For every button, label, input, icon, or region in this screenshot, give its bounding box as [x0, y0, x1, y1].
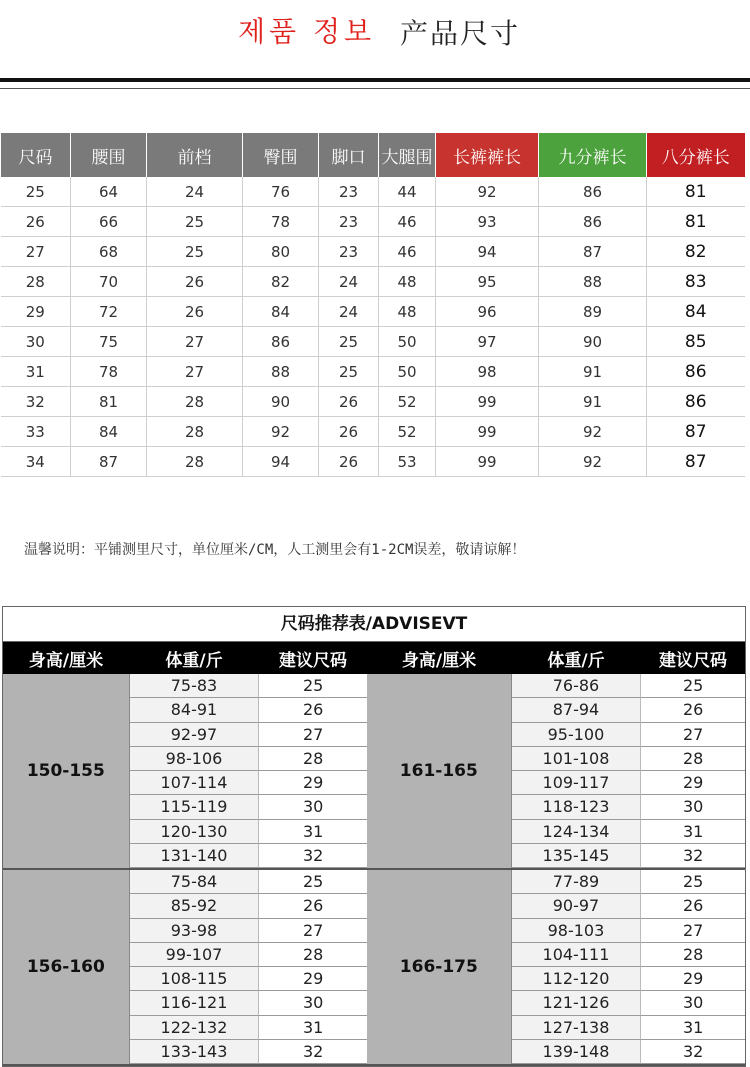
weight-range-cell: 108-115 — [130, 967, 260, 991]
size-table-cell: 26 — [147, 297, 243, 327]
size-table-cell: 28 — [147, 417, 243, 447]
size-table-cell: 26 — [319, 417, 379, 447]
page-header — [0, 0, 750, 80]
header-full-length: 长裤裤长 — [436, 133, 539, 177]
size-table-cell: 68 — [71, 237, 147, 267]
size-table-cell: 96 — [436, 297, 539, 327]
size-table-cell: 82 — [647, 237, 745, 267]
weight-range-cell: 120-130 — [130, 820, 260, 844]
size-table-cell: 99 — [436, 447, 539, 477]
recommendation-block — [3, 674, 745, 870]
size-table-cell: 92 — [539, 447, 647, 477]
size-table-cell: 50 — [379, 357, 436, 387]
size-table-cell: 25 — [147, 207, 243, 237]
size-table-cell: 26 — [319, 387, 379, 417]
suggested-size-cell: 28 — [259, 943, 367, 967]
size-table-cell: 46 — [379, 237, 436, 267]
height-range-left: 156-160 — [3, 870, 130, 1064]
size-table-cell: 33 — [1, 417, 71, 447]
size-table-cell: 23 — [319, 237, 379, 267]
size-table-cell: 31 — [1, 357, 71, 387]
size-table-cell: 25 — [1, 177, 71, 207]
header-size-left: 建议尺码 — [279, 650, 347, 671]
suggested-size-cell: 29 — [259, 967, 367, 991]
size-table-cell: 88 — [243, 357, 319, 387]
size-table-cell: 86 — [539, 207, 647, 237]
size-column-right — [641, 674, 745, 868]
weight-column-left — [130, 870, 260, 1064]
size-table-cell: 30 — [1, 327, 71, 357]
title-chinese: 产品尺寸 — [400, 17, 521, 50]
size-table-cell: 80 — [243, 237, 319, 267]
size-table-cell: 81 — [71, 387, 147, 417]
size-table-cell: 66 — [71, 207, 147, 237]
size-table-cell: 94 — [243, 447, 319, 477]
size-table-cell: 86 — [647, 387, 745, 417]
size-table-row — [1, 237, 745, 267]
size-table-cell: 28 — [147, 447, 243, 477]
weight-range-cell: 101-108 — [512, 747, 642, 771]
weight-range-cell: 77-89 — [512, 870, 642, 894]
weight-range-cell: 139-148 — [512, 1040, 642, 1064]
size-table-cell: 78 — [71, 357, 147, 387]
suggested-size-cell: 32 — [641, 844, 745, 868]
suggested-size-cell: 25 — [259, 870, 367, 894]
size-table-cell: 27 — [1, 237, 71, 267]
size-table-cell: 32 — [1, 387, 71, 417]
size-table-cell: 84 — [71, 417, 147, 447]
header-weight-left: 体重/斤 — [165, 650, 223, 671]
suggested-size-cell: 31 — [259, 820, 367, 844]
weight-range-cell: 93-98 — [130, 919, 260, 943]
size-table-cell: 90 — [539, 327, 647, 357]
weight-range-cell: 85-92 — [130, 894, 260, 918]
header-hip: 臀围 — [243, 133, 319, 177]
size-table-cell: 53 — [379, 447, 436, 477]
suggested-size-cell: 30 — [259, 795, 367, 819]
size-table-cell: 27 — [147, 327, 243, 357]
size-table-cell: 84 — [647, 297, 745, 327]
weight-column-right — [512, 870, 642, 1064]
weight-range-cell: 99-107 — [130, 943, 260, 967]
suggested-size-cell: 29 — [641, 967, 745, 991]
suggested-size-cell: 27 — [641, 919, 745, 943]
weight-range-cell: 75-84 — [130, 870, 260, 894]
size-table-cell: 87 — [71, 447, 147, 477]
size-table-cell: 24 — [147, 177, 243, 207]
recommendation-title: 尺码推荐表/ADVISEVT — [3, 607, 745, 642]
size-table-cell: 28 — [147, 387, 243, 417]
weight-range-cell: 76-86 — [512, 674, 642, 698]
suggested-size-cell: 28 — [641, 943, 745, 967]
size-table-cell: 84 — [243, 297, 319, 327]
size-table-cell: 27 — [147, 357, 243, 387]
size-table-cell: 90 — [243, 387, 319, 417]
suggested-size-cell: 32 — [259, 1040, 367, 1064]
suggested-size-cell: 26 — [259, 894, 367, 918]
weight-range-cell: 92-97 — [130, 723, 260, 747]
size-table-row — [1, 417, 745, 447]
header-height-right: 身高/厘米 — [401, 650, 477, 671]
suggested-size-cell: 29 — [641, 771, 745, 795]
size-table-cell: 87 — [647, 447, 745, 477]
size-table-row — [1, 297, 745, 327]
size-table-cell: 86 — [647, 357, 745, 387]
size-table-row — [1, 267, 745, 297]
suggested-size-cell: 30 — [641, 795, 745, 819]
size-table-cell: 98 — [436, 357, 539, 387]
size-table-cell: 72 — [71, 297, 147, 327]
weight-range-cell: 127-138 — [512, 1016, 642, 1040]
suggested-size-cell: 26 — [641, 894, 745, 918]
size-table-cell: 88 — [539, 267, 647, 297]
size-table-cell: 81 — [647, 177, 745, 207]
suggested-size-cell: 27 — [259, 723, 367, 747]
weight-range-cell: 90-97 — [512, 894, 642, 918]
header-thigh: 大腿围 — [379, 133, 436, 177]
weight-range-cell: 84-91 — [130, 698, 260, 722]
suggested-size-cell: 30 — [641, 991, 745, 1015]
weight-range-cell: 75-83 — [130, 674, 260, 698]
weight-column-left — [130, 674, 260, 868]
suggested-size-cell: 27 — [259, 919, 367, 943]
size-table-cell: 91 — [539, 357, 647, 387]
size-table-cell: 87 — [647, 417, 745, 447]
size-table-cell: 94 — [436, 237, 539, 267]
size-table-cell: 25 — [147, 237, 243, 267]
size-table-cell: 78 — [243, 207, 319, 237]
size-table-cell: 76 — [243, 177, 319, 207]
size-table-cell: 99 — [436, 417, 539, 447]
weight-range-cell: 87-94 — [512, 698, 642, 722]
weight-range-cell: 122-132 — [130, 1016, 260, 1040]
height-range-right: 161-165 — [367, 674, 512, 868]
size-table-row — [1, 177, 745, 207]
height-range-right: 166-175 — [367, 870, 512, 1064]
size-table-cell: 44 — [379, 177, 436, 207]
size-table-cell: 28 — [1, 267, 71, 297]
size-table-cell: 89 — [539, 297, 647, 327]
size-table-row — [1, 387, 745, 417]
suggested-size-cell: 26 — [641, 698, 745, 722]
header-divider-thin — [0, 88, 750, 89]
size-column-right — [641, 870, 745, 1064]
size-table-cell: 26 — [147, 267, 243, 297]
size-table-cell: 92 — [436, 177, 539, 207]
size-table-cell: 25 — [319, 357, 379, 387]
size-table-cell: 26 — [319, 447, 379, 477]
size-table-cell: 82 — [243, 267, 319, 297]
weight-range-cell: 133-143 — [130, 1040, 260, 1064]
header-eighth-length: 八分裤长 — [647, 133, 745, 177]
recommendation-header-row — [3, 642, 745, 674]
size-table-cell: 29 — [1, 297, 71, 327]
weight-range-cell: 112-120 — [512, 967, 642, 991]
measurement-note: 温馨说明：平铺测里尺寸，单位厘米/CM，人工测里会有1-2CM误差，敬请谅解！ — [24, 542, 526, 558]
header-leg-opening: 脚口 — [319, 133, 379, 177]
size-table-cell: 91 — [539, 387, 647, 417]
suggested-size-cell: 25 — [641, 674, 745, 698]
size-table-cell: 97 — [436, 327, 539, 357]
size-table-cell: 75 — [71, 327, 147, 357]
header-ninth-length: 九分裤长 — [539, 133, 647, 177]
suggested-size-cell: 27 — [641, 723, 745, 747]
size-table-cell: 86 — [243, 327, 319, 357]
header-waist: 腰围 — [71, 133, 147, 177]
weight-range-cell: 121-126 — [512, 991, 642, 1015]
recommendation-block — [3, 870, 745, 1066]
size-table-cell: 92 — [243, 417, 319, 447]
suggested-size-cell: 30 — [259, 991, 367, 1015]
size-table-cell: 86 — [539, 177, 647, 207]
size-table-row — [1, 447, 745, 477]
size-table-cell: 26 — [1, 207, 71, 237]
weight-column-right — [512, 674, 642, 868]
size-table-cell: 85 — [647, 327, 745, 357]
size-table-cell: 48 — [379, 297, 436, 327]
size-table-header-row — [1, 133, 745, 177]
suggested-size-cell: 32 — [641, 1040, 745, 1064]
header-divider-thick — [0, 78, 750, 82]
weight-range-cell: 98-103 — [512, 919, 642, 943]
size-table-cell: 24 — [319, 297, 379, 327]
size-table-cell: 25 — [319, 327, 379, 357]
weight-range-cell: 115-119 — [130, 795, 260, 819]
suggested-size-cell: 32 — [259, 844, 367, 868]
weight-range-cell: 104-111 — [512, 943, 642, 967]
header-size-right: 建议尺码 — [659, 650, 727, 671]
size-table-cell: 23 — [319, 207, 379, 237]
size-table-cell: 48 — [379, 267, 436, 297]
weight-range-cell: 124-134 — [512, 820, 642, 844]
size-table-row — [1, 207, 745, 237]
size-table-cell: 50 — [379, 327, 436, 357]
size-table-row — [1, 327, 745, 357]
size-table-cell: 52 — [379, 417, 436, 447]
size-table-cell: 92 — [539, 417, 647, 447]
suggested-size-cell: 25 — [259, 674, 367, 698]
weight-range-cell: 131-140 — [130, 844, 260, 868]
size-table-cell: 81 — [647, 207, 745, 237]
weight-range-cell: 95-100 — [512, 723, 642, 747]
header-height-left: 身高/厘米 — [28, 650, 104, 671]
title-korean: 제품 정보 — [238, 15, 376, 48]
size-table-cell: 24 — [319, 267, 379, 297]
size-table-cell: 23 — [319, 177, 379, 207]
size-table-cell: 46 — [379, 207, 436, 237]
weight-range-cell: 98-106 — [130, 747, 260, 771]
suggested-size-cell: 25 — [641, 870, 745, 894]
size-table-cell: 87 — [539, 237, 647, 267]
size-table-cell: 52 — [379, 387, 436, 417]
suggested-size-cell: 31 — [641, 820, 745, 844]
height-range-left: 150-155 — [3, 674, 130, 868]
size-column-left — [259, 674, 367, 868]
weight-range-cell: 135-145 — [512, 844, 642, 868]
weight-range-cell: 109-117 — [512, 771, 642, 795]
header-size: 尺码 — [1, 133, 71, 177]
size-table-cell: 34 — [1, 447, 71, 477]
size-table-cell: 93 — [436, 207, 539, 237]
header-front-rise: 前档 — [147, 133, 243, 177]
size-table-cell: 64 — [71, 177, 147, 207]
weight-range-cell: 118-123 — [512, 795, 642, 819]
suggested-size-cell: 26 — [259, 698, 367, 722]
weight-range-cell: 107-114 — [130, 771, 260, 795]
weight-range-cell: 116-121 — [130, 991, 260, 1015]
size-table-cell: 70 — [71, 267, 147, 297]
suggested-size-cell: 31 — [641, 1016, 745, 1040]
size-table-cell: 99 — [436, 387, 539, 417]
suggested-size-cell: 29 — [259, 771, 367, 795]
size-recommendation-table — [2, 606, 746, 1067]
suggested-size-cell: 28 — [259, 747, 367, 771]
size-table-cell: 83 — [647, 267, 745, 297]
size-table-cell: 95 — [436, 267, 539, 297]
header-weight-right: 体重/斤 — [547, 650, 605, 671]
suggested-size-cell: 31 — [259, 1016, 367, 1040]
size-column-left — [259, 870, 367, 1064]
size-table-row — [1, 357, 745, 387]
suggested-size-cell: 28 — [641, 747, 745, 771]
size-table — [0, 133, 745, 477]
